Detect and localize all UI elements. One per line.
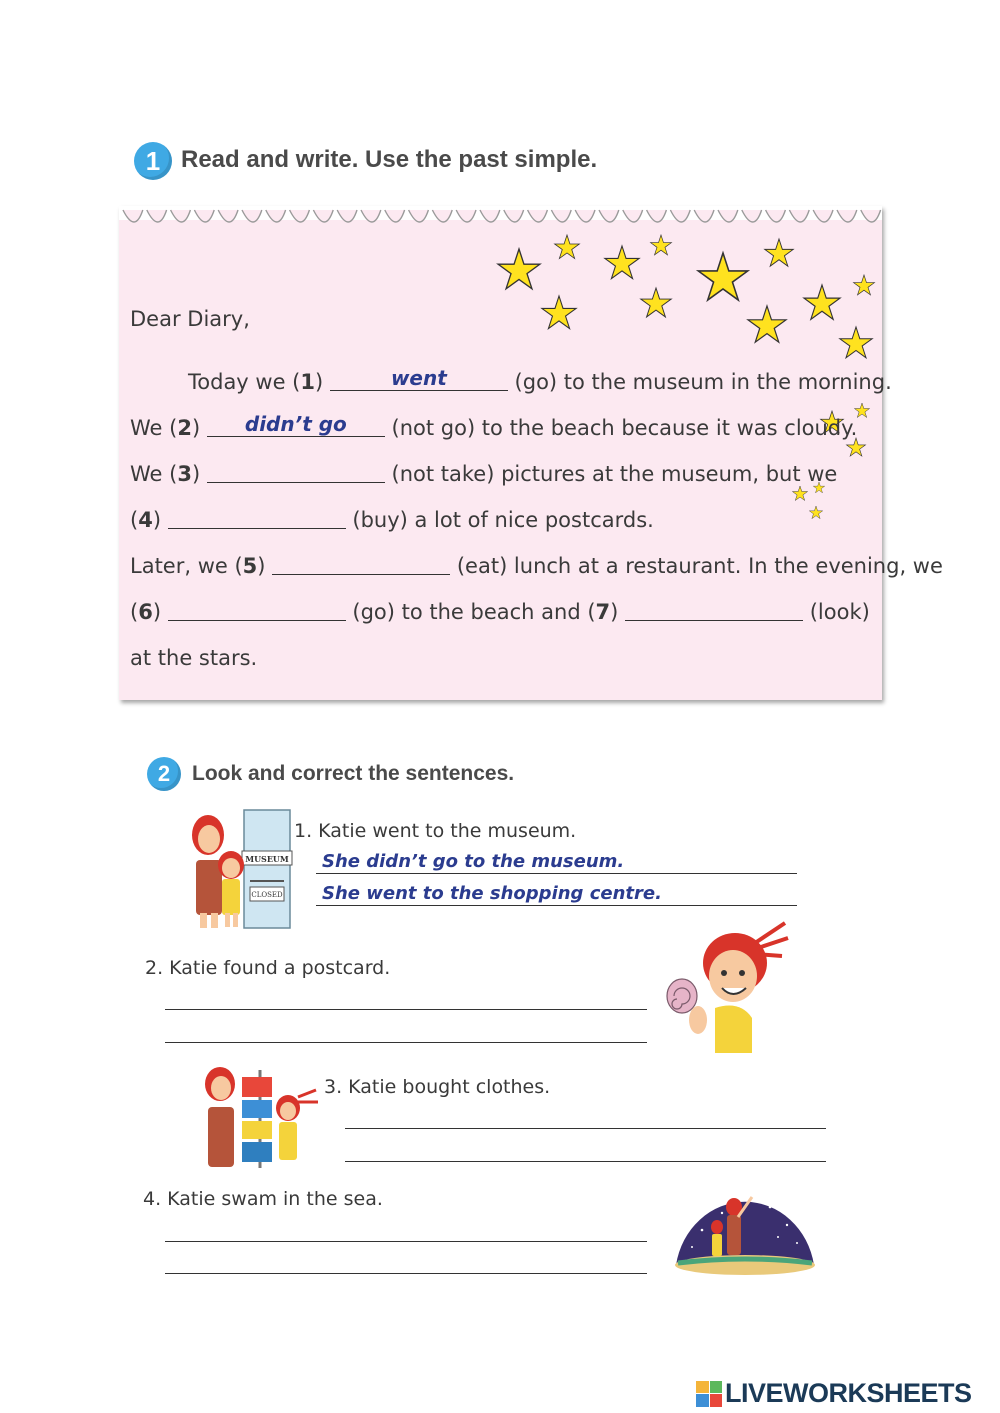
sentence-4: 4. Katie swam in the sea. (143, 1188, 383, 1210)
scallop-arc (718, 210, 738, 222)
answer-blank-6[interactable] (168, 600, 346, 621)
diary-greeting: Dear Diary, (130, 307, 250, 331)
correction-1a: She didn’t go to the museum. (322, 851, 625, 872)
scallop-arc (313, 210, 333, 222)
scallop-arc (742, 210, 762, 222)
sentence-3: 3. Katie bought clothes. (324, 1076, 551, 1098)
exercise-1-number-badge: 1 (134, 142, 172, 180)
scallop-arc (575, 210, 595, 222)
scallop-arc (409, 210, 429, 222)
answer-2: didn’t go (244, 412, 347, 436)
scallop-arc (123, 210, 143, 222)
write-line-3b[interactable] (345, 1161, 826, 1162)
scallop-arc (670, 210, 690, 222)
girl-with-shell-illustration (660, 918, 790, 1060)
scallop-arc (242, 210, 262, 222)
diary-line-5: Later, we (5) (eat) lunch at a restaurant. In the evening, we (130, 554, 943, 578)
write-line-2b[interactable] (165, 1042, 647, 1043)
scallop-arc (194, 210, 214, 222)
scallop-arc (218, 210, 238, 222)
write-line-4b[interactable] (165, 1273, 647, 1274)
scallop-arc (385, 210, 405, 222)
diary-line-1: Today we (1) went (go) to the museum in the morning. (188, 366, 892, 394)
scallop-arc (647, 210, 667, 222)
answer-blank-5[interactable] (272, 554, 450, 575)
exercise-2-instruction: Look and correct the sentences. (192, 762, 515, 785)
scallop-arc (290, 210, 310, 222)
write-line-3a[interactable] (345, 1128, 826, 1129)
diary-line-2: We (2) didn’t go (not go) to the beach because it was cloudy. (130, 412, 858, 440)
scallop-arc (599, 210, 619, 222)
scallop-arc (813, 210, 833, 222)
scallop-arc (528, 210, 548, 222)
exercise-1-instruction: Read and write. Use the past simple. (181, 146, 598, 173)
scallop-arc (147, 210, 167, 222)
answer-blank-2[interactable] (207, 412, 385, 437)
scallop-arc (432, 210, 452, 222)
scallop-arc (694, 210, 714, 222)
logo-text: LIVEWORKSHEETS (725, 1378, 972, 1408)
scallop-arc (480, 210, 500, 222)
scallop-arc (266, 210, 286, 222)
diary-card (119, 206, 882, 700)
write-line-2a[interactable] (165, 1009, 647, 1010)
scallop-arc (361, 210, 381, 222)
closed-sign-text: CLOSED (251, 891, 283, 899)
exercise-2-number-badge: 2 (147, 757, 181, 791)
diary-line-4: (4) (buy) a lot of nice postcards. (130, 508, 654, 532)
sentence-2: 2. Katie found a postcard. (145, 957, 391, 979)
scallop-arc (623, 210, 643, 222)
answer-blank-1[interactable] (330, 366, 508, 391)
answer-blank-4[interactable] (168, 508, 346, 529)
write-line-4a[interactable] (165, 1241, 647, 1242)
clothes-shopping-illustration (198, 1062, 322, 1172)
write-line-1a[interactable] (316, 873, 797, 874)
diary-line-7: at the stars. (130, 646, 258, 670)
museum-closed-illustration (188, 805, 294, 930)
write-line-1b[interactable] (316, 905, 797, 906)
logo-mark-icon (696, 1381, 722, 1407)
answer-blank-7[interactable] (625, 600, 803, 621)
night-sky-illustration (672, 1185, 818, 1277)
scallop-arc (861, 210, 881, 222)
museum-sign-text: MUSEUM (245, 854, 289, 864)
scallop-arc (766, 210, 786, 222)
liveworksheets-logo (696, 1378, 972, 1409)
correction-1b: She went to the shopping centre. (322, 883, 662, 904)
scallop-arc (171, 210, 191, 222)
scallop-arc (551, 210, 571, 222)
scallop-arc (456, 210, 476, 222)
sentence-1: 1. Katie went to the museum. (294, 820, 577, 842)
diary-line-3: We (3) (not take) pictures at the museum, but we (130, 462, 838, 486)
scallop-arc (789, 210, 809, 222)
diary-line-6: (6) (go) to the beach and (7) (look) (130, 600, 870, 624)
answer-blank-3[interactable] (207, 462, 385, 483)
answer-1: went (390, 366, 447, 390)
scallop-arc (504, 210, 524, 222)
scallop-arc (337, 210, 357, 222)
scallop-arc (837, 210, 857, 222)
